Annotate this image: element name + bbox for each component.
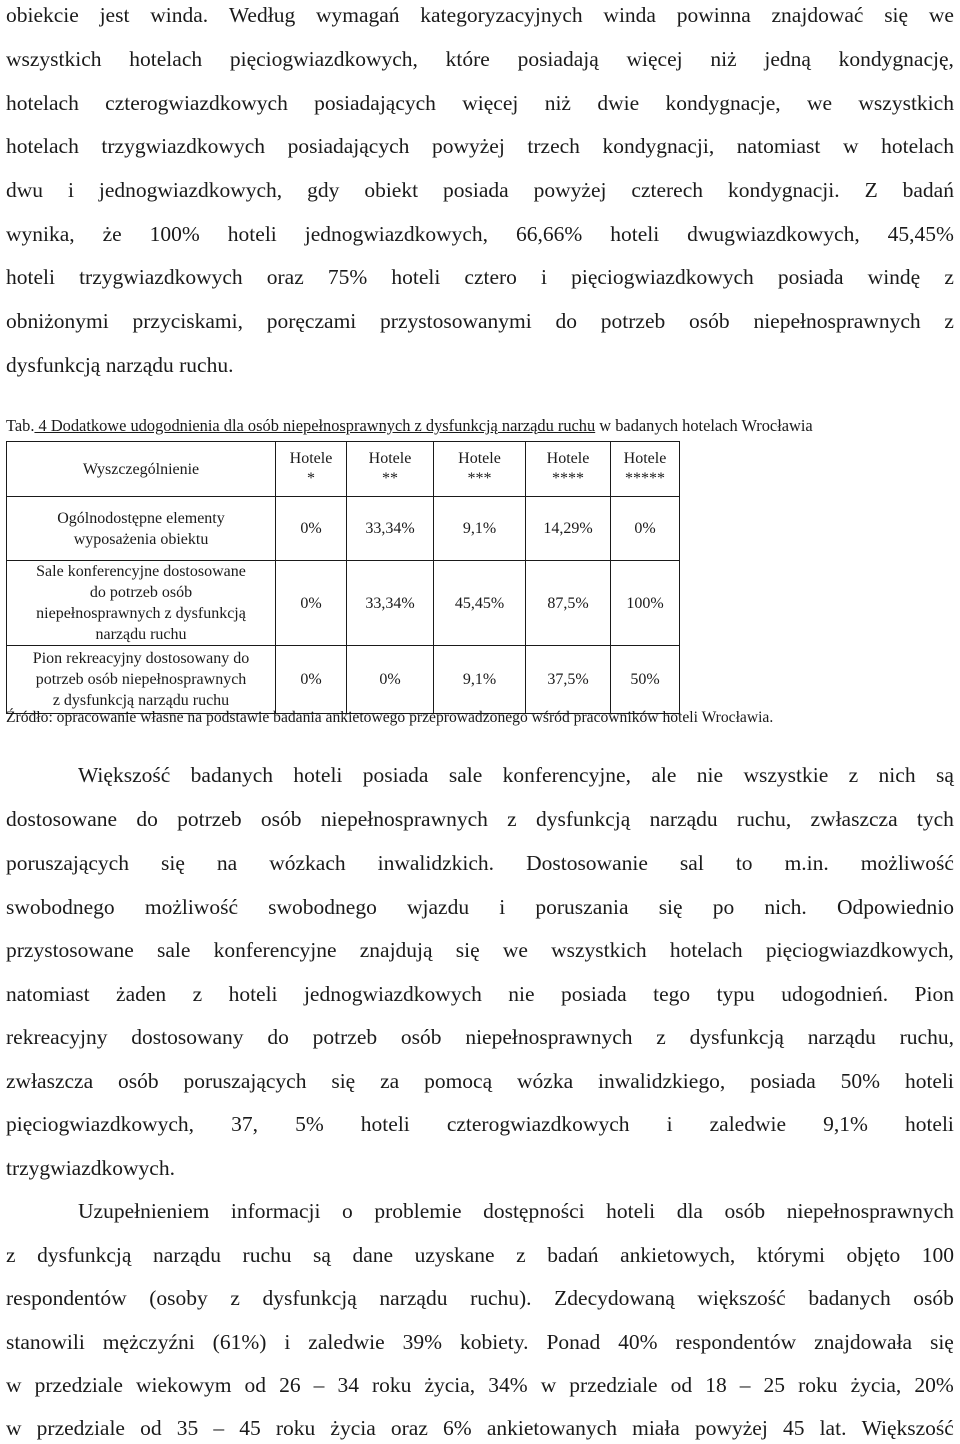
table-cell: 87,5%	[526, 561, 611, 646]
paragraph-line: wynika, że 100% hoteli jednogwiazdkowych, 66,66% hoteli dwugwiazdkowych, 45,45%	[6, 222, 954, 246]
header-word: Hotele	[546, 450, 590, 467]
table-cell: 45,45%	[434, 561, 526, 646]
header-col-3	[434, 442, 526, 497]
paragraph-line: obiekcie jest winda. Według wymagań kategoryzacyjnych winda powinna znajdować się we	[6, 3, 954, 27]
paragraph-line: respondentów (osoby z dysfunkcją narządu ruchu). Zdecydowaną większość badanych osób	[6, 1286, 954, 1310]
paragraph-line: Uzupełnieniem informacji o problemie dostępności hoteli dla osób niepełnosprawnych	[78, 1199, 954, 1223]
header-stars: *****	[625, 470, 665, 487]
row-label	[7, 561, 276, 646]
row-label-line: wyposażenia obiektu	[73, 530, 209, 548]
paragraph-line: z dysfunkcją narządu ruchu są dane uzyskane z badań ankietowych, którymi objęto 100	[6, 1243, 954, 1267]
paragraph-line: w przedziale wiekowym od 26 – 34 roku życia, 34% w przedziale od 18 – 25 roku życia, 20%	[6, 1373, 954, 1397]
table-cell: 0%	[276, 497, 347, 561]
header-word: Hotele	[623, 450, 667, 467]
table-cell: 0%	[347, 646, 434, 714]
table-header-row	[7, 442, 680, 497]
table-row	[7, 646, 680, 714]
header-stars: *	[307, 470, 315, 487]
header-stars: ***	[467, 470, 492, 487]
table-cell: 37,5%	[526, 646, 611, 714]
table-source: Źródło: opracowanie własne na podstawie badania ankietowego przeprowadzonego wśród pracowników hoteli Wrocławia.	[6, 709, 774, 726]
table-cell: 9,1%	[434, 646, 526, 714]
table-cell: 0%	[276, 646, 347, 714]
row-label-line: narządu ruchu	[95, 626, 187, 643]
paragraph-line: obniżonymi przyciskami, poręczami przystosowanymi do potrzeb osób niepełnosprawnych z	[6, 309, 954, 333]
header-word: Hotele	[368, 450, 412, 467]
paragraph-line: w przedziale od 35 – 45 roku życia oraz 6% ankietowanych miała powyżej 45 lat. Większość	[6, 1416, 954, 1440]
table-cell: 100%	[611, 561, 680, 646]
paragraph-line: wszystkich hotelach pięciogwiazdkowych, które posiadają więcej niż jedną kondygnację,	[6, 47, 954, 71]
table-cell: 14,29%	[526, 497, 611, 561]
header-word: Hotele	[289, 450, 333, 467]
header-label: Wyszczególnienie	[7, 442, 276, 497]
paragraph-line: poruszających się na wózkach inwalidzkich. Dostosowanie sal to m.in. możliwość	[6, 851, 954, 875]
row-label-line: potrzeb osób niepełnosprawnych	[35, 671, 247, 688]
paragraph-line: dysfunkcją narządu ruchu.	[6, 353, 234, 377]
paragraph-line: hotelach czterogwiazdkowych posiadających więcej niż dwie kondygnacje, we wszystkich	[6, 91, 954, 115]
table-caption-prefix: Tab.	[6, 416, 35, 435]
row-label	[7, 497, 276, 561]
row-label-line: Pion rekreacyjny dostosowany do	[32, 650, 250, 667]
header-stars: **	[382, 470, 398, 487]
table-cell: 0%	[276, 561, 347, 646]
paragraph-line: stanowili mężczyźni (61%) i zaledwie 39% kobiety. Ponad 40% respondentów znajdowała się	[6, 1330, 954, 1354]
row-label-line: niepełnosprawnych z dysfunkcją	[36, 605, 246, 622]
row-label-line: z dysfunkcją narządu ruchu	[52, 692, 230, 709]
paragraph-line: trzygwiazdkowych.	[6, 1156, 175, 1180]
header-col-2	[347, 442, 434, 497]
paragraph-line: pięciogwiazdkowych, 37, 5% hoteli czterogwiazdkowych i zaledwie 9,1% hoteli	[6, 1112, 954, 1136]
header-col-5	[611, 442, 680, 497]
paragraph-line: dwu i jednogwiazdkowych, gdy obiekt posiada powyżej czterech kondygnacji. Z badań	[6, 178, 954, 202]
table-row	[7, 561, 680, 646]
table-cell: 33,34%	[347, 561, 434, 646]
table-row	[7, 497, 680, 561]
header-col-4	[526, 442, 611, 497]
paragraph-line: rekreacyjny dostosowany do potrzeb osób niepełnosprawnych z dysfunkcją narządu ruchu,	[6, 1025, 954, 1049]
row-label-line: Sale konferencyjne dostosowane	[36, 563, 246, 580]
row-label-line: do potrzeb osób	[89, 584, 193, 601]
header-word: Hotele	[458, 450, 501, 467]
row-label	[7, 646, 276, 714]
table-caption-suffix: w badanych hotelach Wrocławia	[595, 416, 813, 435]
paragraph-line: zwłaszcza osób poruszających się za pomocą wózka inwalidzkiego, posiada 50% hoteli	[6, 1069, 954, 1093]
table-cell: 33,34%	[347, 497, 434, 561]
table-cell: 9,1%	[434, 497, 526, 561]
table-cell: 0%	[611, 497, 680, 561]
header-col-1	[276, 442, 347, 497]
paragraph-line: swobodnego możliwość swobodnego wjazdu i poruszania się po nich. Odpowiednio	[6, 895, 954, 919]
table-cell: 50%	[611, 646, 680, 714]
paragraph-line: przystosowane sale konferencyjne znajdują się we wszystkich hotelach pięciogwiazdkowych,	[6, 938, 954, 962]
table-caption	[6, 415, 956, 437]
header-stars: ****	[552, 470, 584, 487]
paragraph-line: natomiast żaden z hoteli jednogwiazdkowych nie posiada tego typu udogodnień. Pion	[6, 982, 954, 1006]
paragraph-line: hoteli trzygwiazdkowych oraz 75% hoteli cztero i pięciogwiazdkowych posiada windę z	[6, 265, 954, 289]
paragraph-line: dostosowane do potrzeb osób niepełnosprawnych z dysfunkcją narządu ruchu, zwłaszcza tych	[6, 807, 954, 831]
table-caption-text: 4 Dodatkowe udogodnienia dla osób niepełnosprawnych z dysfunkcją narządu ruchu	[34, 416, 596, 435]
paragraph-line: hotelach trzygwiazdkowych posiadających powyżej trzech kondygnacji, natomiast w hotelach	[6, 134, 954, 158]
row-label-line: Ogólnodostępne elementy	[57, 509, 225, 527]
amenities-table	[6, 441, 680, 714]
paragraph-line: Większość badanych hoteli posiada sale konferencyjne, ale nie wszystkie z nich są	[78, 763, 954, 787]
